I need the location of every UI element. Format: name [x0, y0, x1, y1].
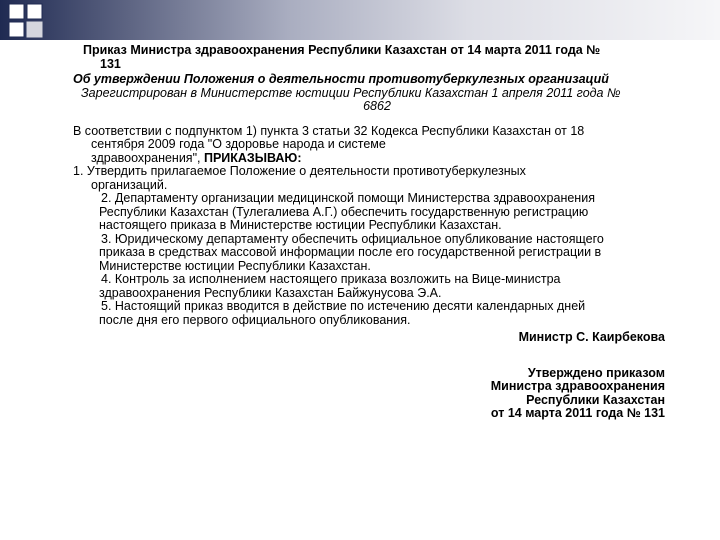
approved-line-1: Утверждено приказом [527, 365, 665, 380]
item5-line-2: после дня его первого официального опубликования. [99, 312, 411, 327]
registration-number: 6862 [363, 99, 391, 113]
registration-note [73, 87, 673, 114]
item4-line-1: 4. Контроль за исполнением настоящего приказа возложить на Вице-министра [101, 272, 561, 286]
order-item-5 [99, 300, 673, 327]
order-keyword: ПРИКАЗЫВАЮ: [203, 150, 302, 165]
order-items [73, 192, 673, 327]
approved-line-4: от 14 марта 2011 года № 131 [490, 406, 665, 420]
decor-square-3 [9, 22, 24, 37]
preamble-line-1: В соответствии с подпунктом 1) пункта 3 статьи 32 Кодекса Республики Казахстан от 18 [73, 123, 585, 138]
minister-signature: Министр С. Каирбекова [518, 330, 665, 344]
item3-line-3: Министерстве юстиции Республики Казахстан. [99, 258, 371, 273]
approved-line-2: Министра здравоохранения [490, 379, 665, 393]
item3-line-1: 3. Юридическому департаменту обеспечить официальное опубликование настоящего [101, 231, 604, 246]
item2-line-3: настоящего приказа в Министерстве юстиции Республики Казахстан. [99, 218, 502, 232]
header-gradient-band [0, 0, 720, 40]
order-item-2 [99, 192, 673, 233]
title-line-2: 131 [100, 56, 121, 71]
registration-line-1: Зарегистрирован в Министерстве юстиции Республики Казахстан 1 апреля 2011 года № [81, 85, 621, 100]
item1-line-2: организаций. [91, 177, 168, 192]
item1-line-1: 1. Утвердить прилагаемое Положение о деятельности противотуберкулезных [73, 164, 526, 178]
order-item-1 [73, 165, 673, 192]
preamble-line-3-text: здравоохранения", [91, 150, 204, 165]
order-item-4 [99, 273, 673, 300]
item2-line-2: Республики Казахстан (Тулегалиева А.Г.) обеспечить государственную регистрацию [99, 204, 589, 219]
preamble [73, 125, 673, 166]
order-item-3 [99, 233, 673, 274]
document-body [73, 44, 673, 421]
decor-square-4 [27, 22, 42, 37]
item4-line-2: здравоохранения Республики Казахстан Байжунусова Э.А. [99, 285, 442, 300]
document-title [73, 44, 673, 71]
decor-square-1 [9, 4, 24, 19]
item3-line-2: приказа в средствах массовой информации после его государственной регистрации в [99, 245, 602, 259]
preamble-line-3 [73, 152, 673, 166]
item5-line-1: 5. Настоящий приказ вводится в действие по истечению десяти календарных дней [101, 299, 586, 313]
decor-square-2 [27, 4, 42, 19]
approved-line-3: Республики Казахстан [526, 392, 665, 407]
item2-line-1: 2. Департаменту организации медицинской помощи Министерства здравоохранения [101, 191, 595, 205]
decorative-squares [0, 0, 60, 44]
preamble-line-2: сентября 2009 года "О здоровье народа и системе [91, 137, 386, 151]
approval-block [73, 367, 673, 421]
document-subtitle: Об утверждении Положения о деятельности противотуберкулезных организаций [73, 72, 609, 86]
title-line-1: Приказ Министра здравоохранения Республики Казахстан от 14 марта 2011 года № [83, 43, 601, 57]
